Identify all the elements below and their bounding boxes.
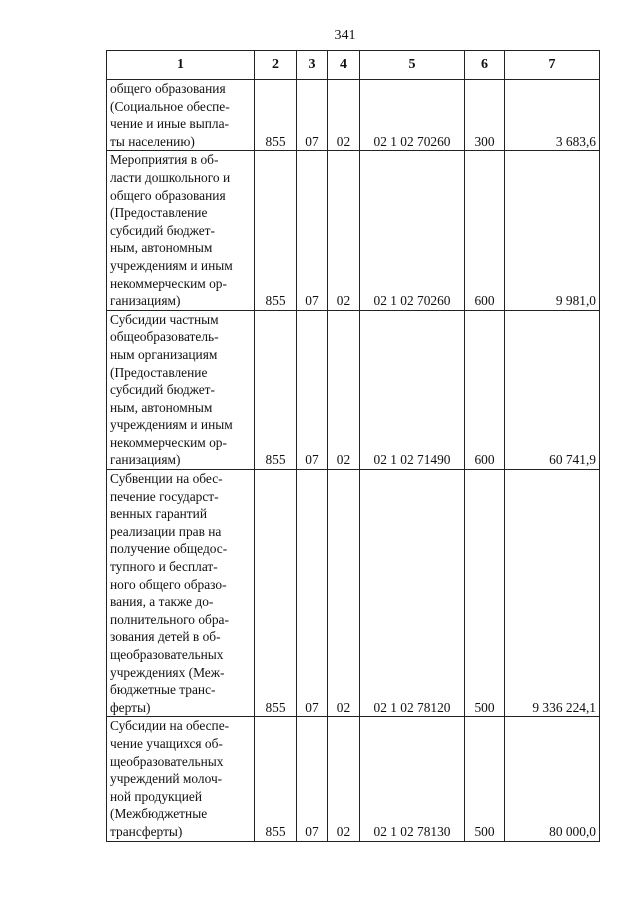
item-name-cell [107,717,255,841]
ministry-code-cell: 855 [255,80,297,151]
item-name-line: субсидий бюджет- [110,382,215,398]
item-name-line: тупного и бесплат- [110,559,218,575]
table-row [107,80,600,151]
table-row [107,310,600,469]
subsection-code-cell: 02 [328,151,360,310]
item-name-line: печение государст- [110,488,219,504]
table-header [107,51,600,80]
item-name-line: ного общего образо- [110,576,227,592]
item-name-line: Субсидии частным [110,311,219,327]
item-name-line: зования детей в об- [110,629,221,645]
item-name-line: учреждениям и иным [110,417,233,433]
item-name-line: субсидий бюджет- [110,222,215,238]
item-name-line: ты населению) [110,133,195,149]
item-name-line: общего образования [110,187,226,203]
section-code-cell: 07 [297,310,328,469]
section-code-cell: 07 [297,470,328,717]
header-col-7: 7 [505,51,600,80]
section-code-cell: 07 [297,151,328,310]
amount-cell: 60 741,9 [505,310,600,469]
item-name-line: вания, а также до- [110,594,214,610]
amount-cell: 9 336 224,1 [505,470,600,717]
item-name-cell [107,80,255,151]
target-article-cell: 02 1 02 70260 [360,151,465,310]
target-article-cell: 02 1 02 70260 [360,80,465,151]
subsection-code-cell: 02 [328,80,360,151]
header-col-5: 5 [360,51,465,80]
table-row [107,151,600,310]
item-name-line: некоммерческим ор- [110,275,227,291]
item-name-line: общеобразователь- [110,329,219,345]
amount-cell: 9 981,0 [505,151,600,310]
expense-type-cell: 500 [465,470,505,717]
item-name-line: ным, автономным [110,240,213,256]
item-name-line: общего образования [110,81,226,96]
target-article-cell: 02 1 02 78120 [360,470,465,717]
item-name-line: трансферты) [110,823,183,839]
item-name-line: чение учащихся об- [110,735,223,751]
amount-cell: 3 683,6 [505,80,600,151]
item-name-line: ласти дошкольного и [110,169,231,185]
header-col-2: 2 [255,51,297,80]
header-row [107,51,600,80]
item-name-line: щеобразовательных [110,647,224,662]
item-name-line: (Социальное обеспе- [110,98,230,114]
header-col-3: 3 [297,51,328,80]
ministry-code-cell: 855 [255,310,297,469]
header-col-6: 6 [465,51,505,80]
expense-type-cell: 600 [465,310,505,469]
item-name-line: ферты) [110,699,151,715]
item-name-line: Субвенции на обес- [110,471,223,487]
item-name-cell [107,310,255,469]
budget-table [106,50,600,842]
item-name-line: щеобразовательных [110,753,224,769]
item-name-line: ным организациям [110,346,218,362]
item-name-line: ганизациям) [110,452,181,468]
item-name-line: (Предоставление [110,364,208,380]
item-name-cell [107,151,255,310]
item-name-line: (Предоставление [110,205,208,221]
target-article-cell: 02 1 02 71490 [360,310,465,469]
item-name-line: (Межбюджетные [110,806,208,822]
item-name-line: учреждений молоч- [110,771,223,787]
subsection-code-cell: 02 [328,310,360,469]
ministry-code-cell: 855 [255,470,297,717]
expense-type-cell: 600 [465,151,505,310]
item-name-line: реализации прав на [110,523,222,539]
ministry-code-cell: 855 [255,151,297,310]
page-number: 341 [334,28,356,43]
item-name-line: учреждениях (Меж- [110,664,225,680]
ministry-code-cell: 855 [255,717,297,841]
item-name-cell [107,470,255,717]
expense-type-cell: 300 [465,80,505,151]
item-name-line: ной продукцией [110,788,203,804]
item-name-line: чение и иные выпла- [110,116,230,132]
item-name-line: Мероприятия в об- [110,152,219,168]
item-name-line: получение общедос- [110,541,228,557]
item-name-line: полнительного обра- [110,611,229,627]
header-col-4: 4 [328,51,360,80]
item-name-line: ным, автономным [110,399,213,415]
item-name-line: ганизациям) [110,293,181,309]
amount-cell: 80 000,0 [505,717,600,841]
table-row [107,717,600,841]
section-code-cell: 07 [297,717,328,841]
item-name-line: бюджетные транс- [110,682,216,698]
item-name-line: венных гарантий [110,506,207,522]
subsection-code-cell: 02 [328,470,360,717]
item-name-line: Субсидии на обеспе- [110,718,230,734]
item-name-line: учреждениям и иным [110,257,233,273]
subsection-code-cell: 02 [328,717,360,841]
target-article-cell: 02 1 02 78130 [360,717,465,841]
table-row [107,470,600,717]
section-code-cell: 07 [297,80,328,151]
item-name-line: некоммерческим ор- [110,434,227,450]
expense-type-cell: 500 [465,717,505,841]
table-body [107,80,600,842]
header-col-1: 1 [107,51,255,80]
